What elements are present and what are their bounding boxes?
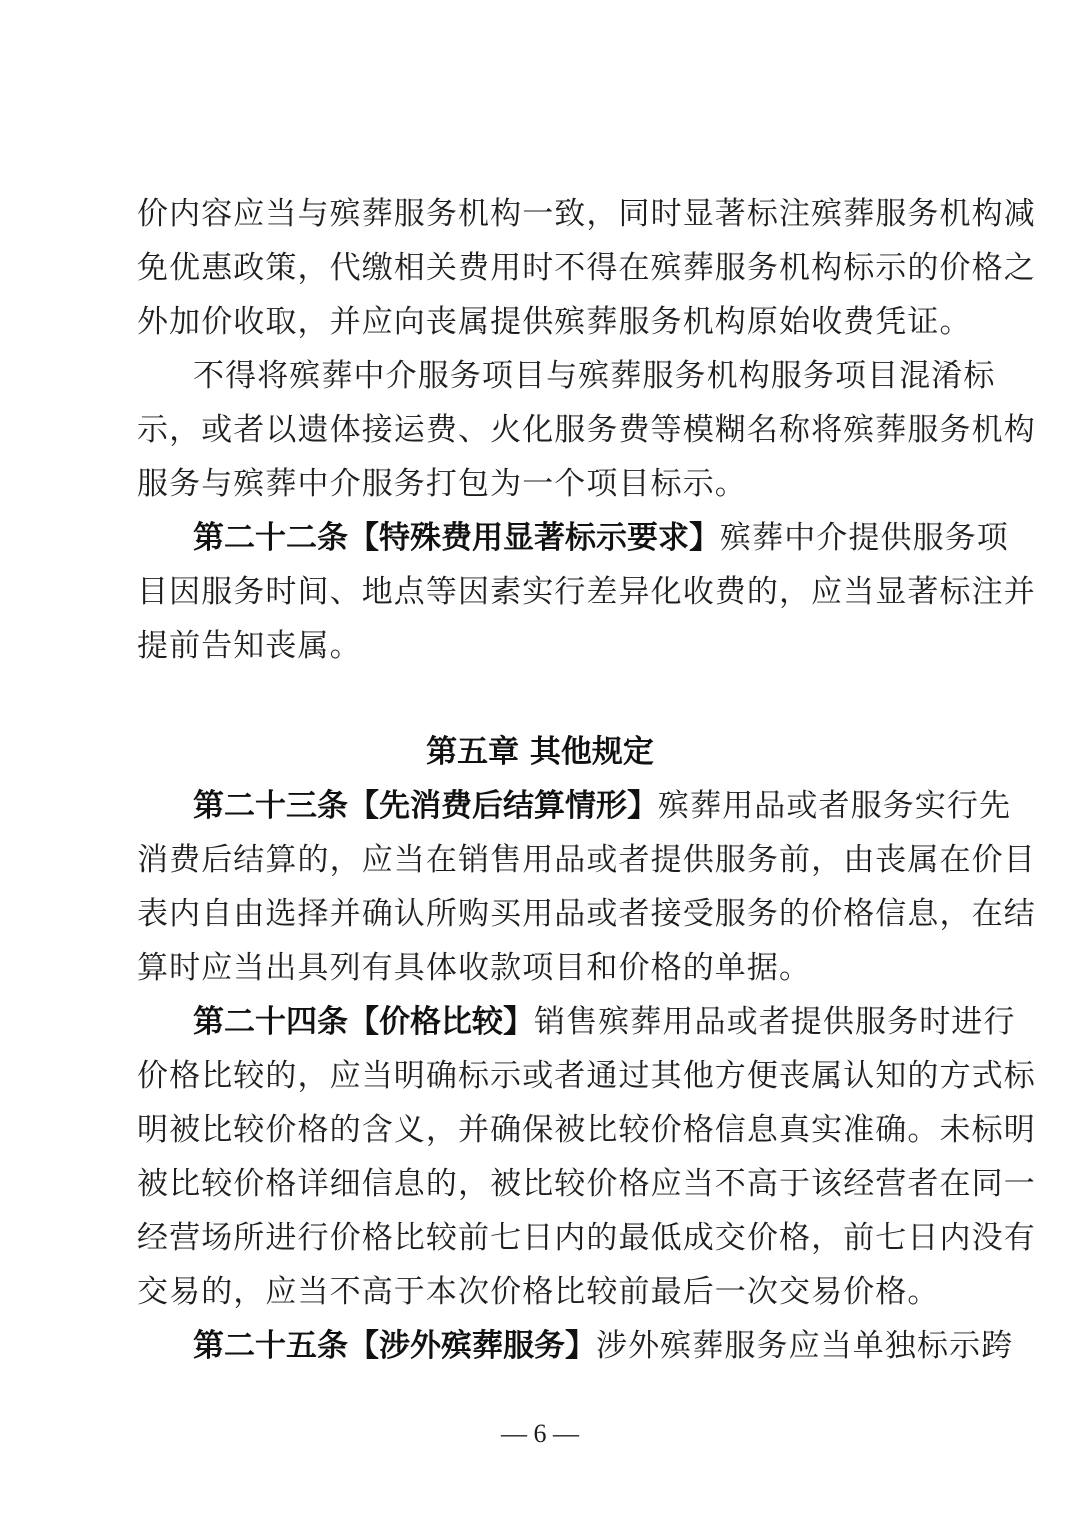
article-text: 销售殡葬用品或者提供服务时进行 [534,1004,1016,1040]
article-text: 涉外殡葬服务应当单独标示跨 [596,1328,1014,1364]
body-text-line: 交易的，应当不高于本次价格比较前最后一次交易价格。 [137,1274,940,1310]
body-text-line: 免优惠政策，代缴相关费用时不得在殡葬服务机构标示的价格之 [137,250,1036,286]
article-text: 殡葬中介提供服务项 [720,520,1009,556]
body-text-line: 明被比较价格的含义，并确保被比较价格信息真实准确。未标明 [137,1112,1036,1148]
body-text-line: 不得将殡葬中介服务项目与殡葬服务机构服务项目混淆标 [193,358,996,394]
article-text: 殡葬用品或者服务实行先 [658,788,1012,824]
article-22-first-line [193,518,1009,558]
body-text-line: 价格比较的，应当明确标示或者通过其他方便丧属认知的方式标 [137,1058,1036,1094]
body-text-line: 消费后结算的，应当在销售用品或者提供服务前，由丧属在价目 [137,842,1036,878]
article-23-first-line [193,786,1012,826]
article-25-first-line [193,1326,1014,1366]
body-text-line: 表内自由选择并确认所购买用品或者接受服务的价格信息，在结 [137,896,1036,932]
body-text-line: 算时应当出具列有具体收款项目和价格的单据。 [137,950,812,986]
body-text-line: 外加价收取，并应向丧属提供殡葬服务机构原始收费凭证。 [137,304,972,340]
body-text-line: 经营场所进行价格比较前七日内的最低成交价格，前七日内没有 [137,1220,1036,1256]
page-number: — 6 — [501,1419,579,1448]
body-text-line: 被比较价格详细信息的，被比较价格应当不高于该经营者在同一 [137,1166,1036,1202]
article-heading: 第二十五条【涉外殡葬服务】 [193,1328,596,1364]
body-text-line: 服务与殡葬中介服务打包为一个项目标示。 [137,466,747,502]
article-heading: 第二十二条【特殊费用显著标示要求】 [193,520,720,556]
article-24-first-line [193,1002,1016,1042]
body-text-line: 价内容应当与殡葬服务机构一致，同时显著标注殡葬服务机构减 [137,196,1036,232]
body-text-line: 提前告知丧属。 [137,628,362,664]
body-text-line: 示，或者以遗体接运费、火化服务费等模糊名称将殡葬服务机构 [137,412,1036,448]
body-text-line: 目因服务时间、地点等因素实行差异化收费的，应当显著标注并 [137,574,1036,610]
article-heading: 第二十四条【价格比较】 [193,1004,534,1040]
article-heading: 第二十三条【先消费后结算情形】 [193,788,658,824]
chapter-title: 第五章 其他规定 [426,734,654,770]
